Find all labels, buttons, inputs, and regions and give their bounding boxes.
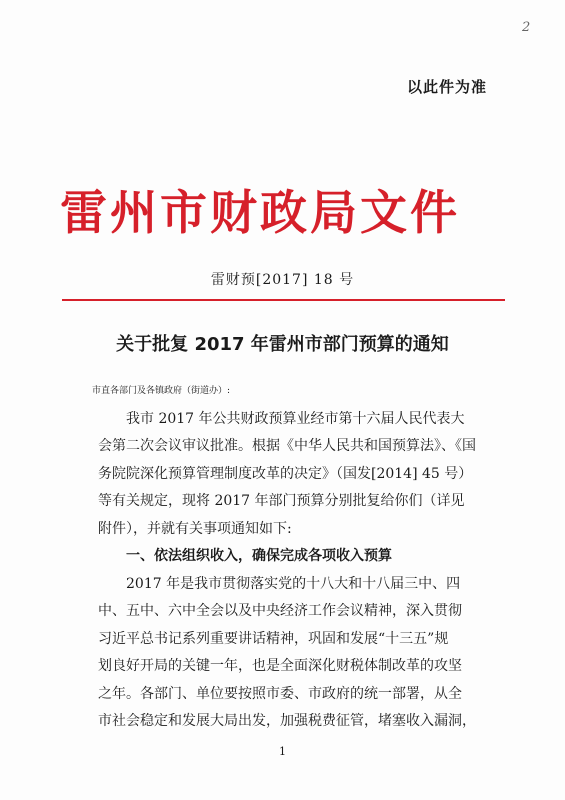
paragraph-1-line-5: 附件），并就有关事项通知如下: [98, 520, 292, 537]
page-number: 1 [279, 745, 286, 758]
paragraph-1-line-2: 会第二次会议审议批准。根据《中华人民共和国预算法》、《国 [98, 438, 476, 454]
paragraph-2-line-1: 2017 年是我市贯彻落实党的十八大和十八届三中、四 [126, 575, 461, 592]
paragraph-2-line-6: 市社会稳定和发展大局出发，加强税费征管，堵塞收入漏洞， [98, 713, 476, 729]
handwritten-page-mark: 2 [522, 20, 531, 35]
salutation: 市直各部门及各镇政府（街道办）: [92, 386, 231, 396]
red-separator-line [62, 299, 505, 301]
paragraph-2-line-2: 中、五中、六中全会以及中央经济工作会议精神，深入贯彻 [98, 603, 462, 619]
issuing-office-header: 雷州市财政局文件 [60, 186, 460, 241]
document-title: 关于批复 2017 年雷州市部门预算的通知 [116, 334, 449, 355]
paragraph-1-line-4: 等有关规定，现将 2017 年部门预算分别批复给你们（详见 [98, 493, 465, 509]
paragraph-1-line-1: 我市 2017 年公共财政预算业经市第十六届人民代表大 [126, 410, 465, 427]
document-body [92, 378, 516, 736]
paragraph-1-line-3: 务院院深化预算管理制度改革的决定》（国发[2014] 45 号） [98, 465, 473, 482]
paragraph-2-line-3: 习近平总书记系列重要讲话精神，巩固和发展“十三五”规 [98, 630, 449, 647]
section-1-heading: 一、依法组织收入，确保完成各项收入预算 [126, 548, 392, 564]
paragraph-2-line-5: 之年。各部门、单位要按照市委、市政府的统一部署，从全 [98, 685, 462, 702]
paragraph-2-line-4: 划良好开局的关键一年，也是全面深化财税体制改革的攻坚 [98, 658, 462, 674]
authoritative-copy-note: 以此件为准 [407, 78, 488, 96]
document-number: 雷财预[2017] 18 号 [210, 272, 355, 288]
